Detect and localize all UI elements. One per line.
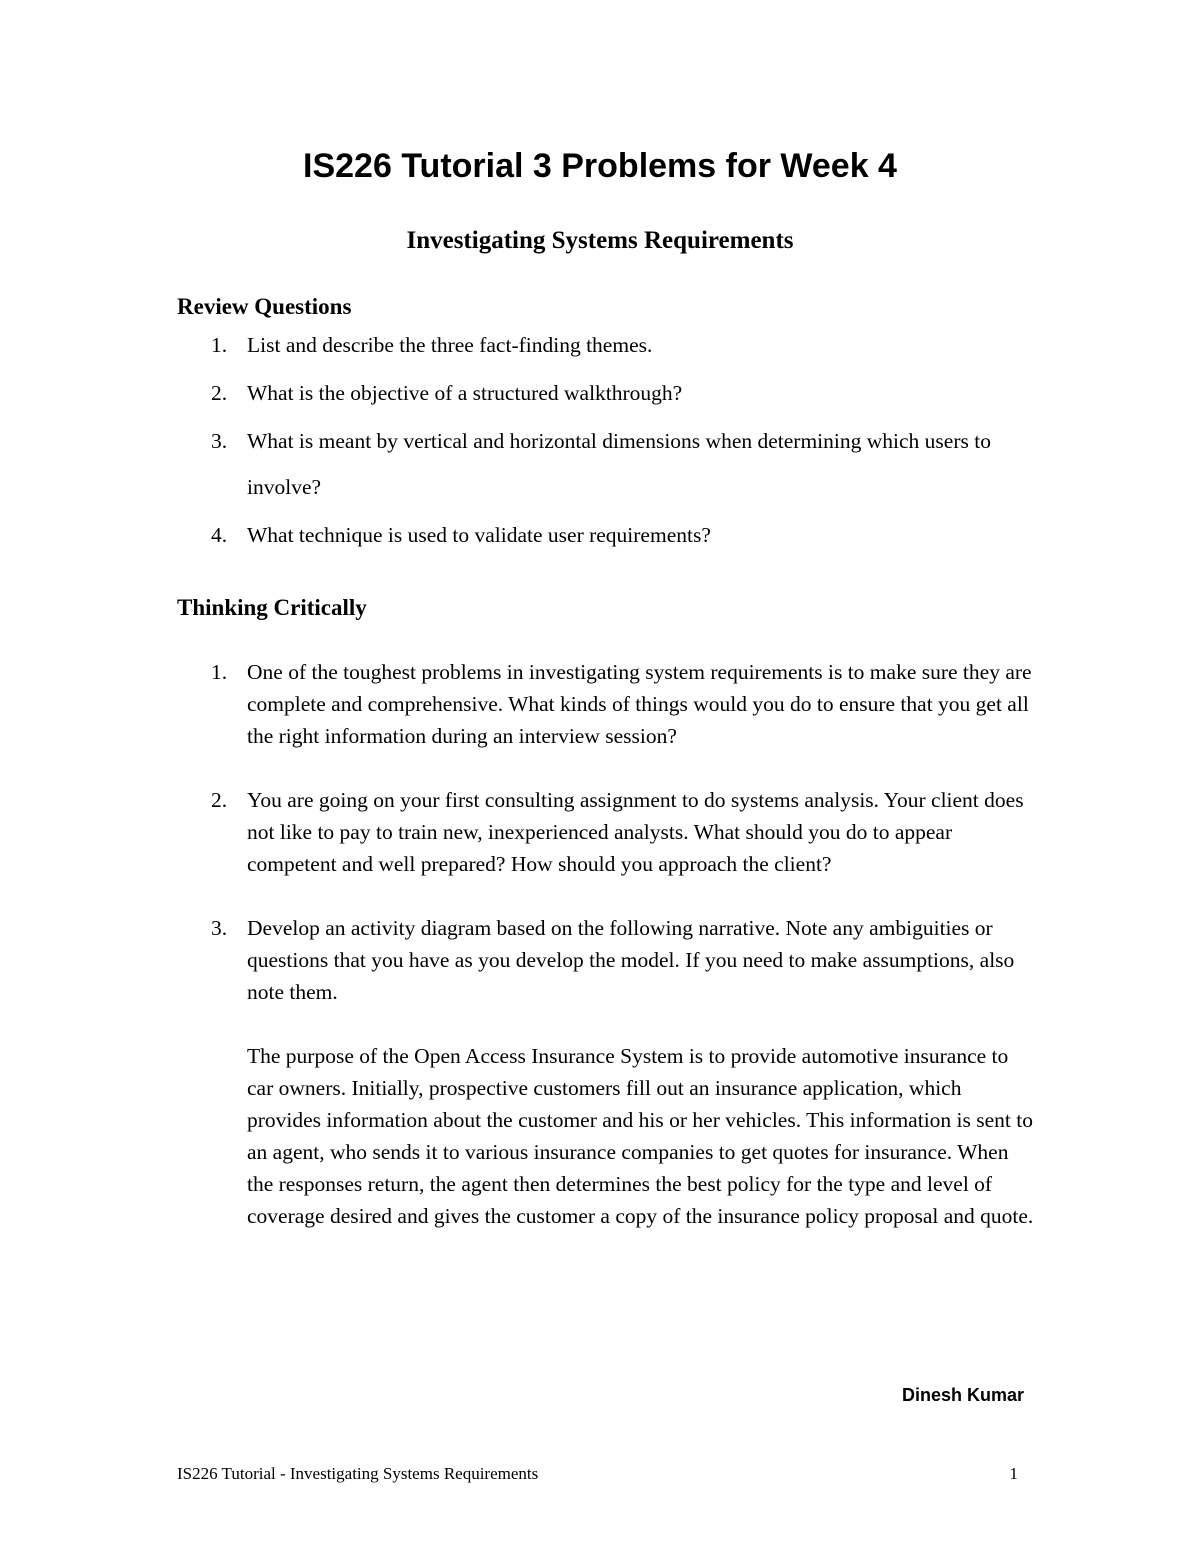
list-item-number: 4. <box>211 523 228 547</box>
list-item-number: 1. <box>211 660 228 684</box>
list-item-text: What technique is used to validate user requirements? <box>247 523 711 547</box>
page-subtitle: Investigating Systems Requirements <box>406 227 794 254</box>
author-name: Dinesh Kumar <box>901 1385 1024 1405</box>
insurance-narrative: The purpose of the Open Access Insurance System is to provide automotive insurance to car owners. Initially, prospective customers fill out an insurance application, which provides information about the customer and his or her vehicles. This information is sent to an agent, who sends it to various insurance companies to get quotes for insurance. When the responses return, the agent then determines the best policy for the type and level of coverage desired and gives the customer a copy of the insurance policy proposal and quote. <box>247 1044 1034 1228</box>
list-item-text: List and describe the three fact-finding themes. <box>247 333 653 357</box>
page-number: 1 <box>1009 1464 1018 1483</box>
review-questions-list <box>177 322 1037 560</box>
list-item-number: 3. <box>211 429 228 453</box>
list-item-text: What is meant by vertical and horizontal dimensions when determining which users to involve? <box>247 429 991 499</box>
list-item <box>177 370 1037 416</box>
list-item <box>177 656 1037 752</box>
thinking-critically-heading: Thinking Critically <box>177 595 367 620</box>
list-item-number: 2. <box>211 381 228 405</box>
list-item-text: You are going on your first consulting assignment to do systems analysis. Your client does not like to pay to train new, inexperienced analysts. What should you do to appear competent and well prepared? How should you approach the client? <box>247 788 1024 876</box>
list-item-number: 2. <box>211 788 228 812</box>
page-title: IS226 Tutorial 3 Problems for Week 4 <box>303 147 897 185</box>
list-item <box>177 512 1037 558</box>
footer-text: IS226 Tutorial - Investigating Systems Requirements <box>177 1464 539 1483</box>
list-item-number: 3. <box>211 916 228 940</box>
thinking-critically-list <box>177 656 1037 1264</box>
list-item <box>177 322 1037 368</box>
list-item <box>177 418 1037 510</box>
list-item-text: Develop an activity diagram based on the following narrative. Note any ambiguities or questions that you have as you develop the model. If you need to make assumptions, also note them. <box>247 916 1015 1004</box>
list-item <box>177 784 1037 880</box>
list-item-text: One of the toughest problems in investigating system requirements is to make sure they are complete and comprehensive. What kinds of things would you do to ensure that you get all the right information during an interview session? <box>247 660 1032 748</box>
review-questions-heading: Review Questions <box>177 294 352 319</box>
list-item-number: 1. <box>211 333 228 357</box>
list-item-text: What is the objective of a structured walkthrough? <box>247 381 683 405</box>
list-item <box>177 912 1037 1232</box>
